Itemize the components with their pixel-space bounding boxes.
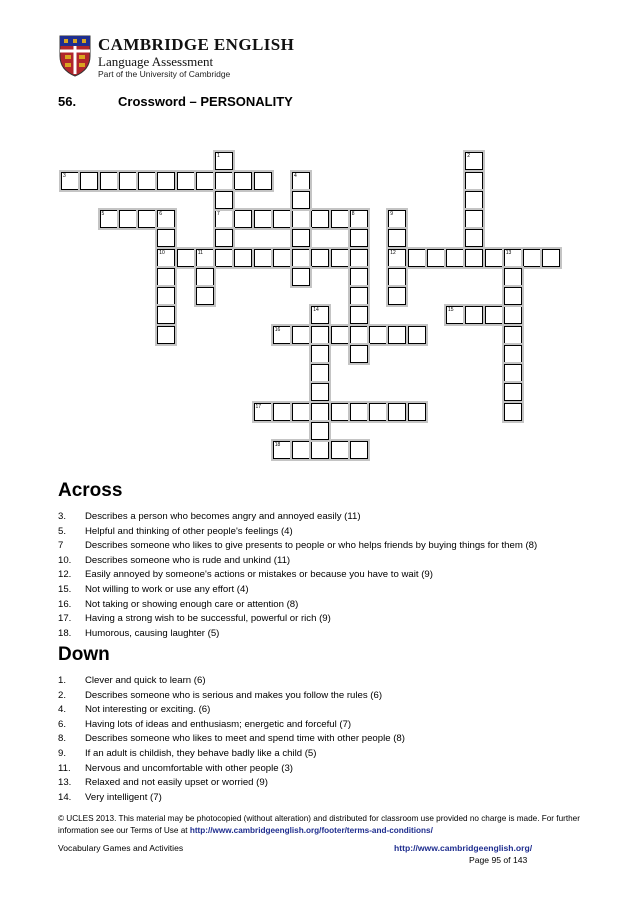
crossword-cell[interactable] [311, 249, 329, 267]
crossword-cell[interactable] [504, 287, 522, 305]
crossword-cell[interactable] [138, 210, 156, 228]
worksheet-title: Crossword – PERSONALITY [118, 94, 293, 109]
crossword-cell[interactable] [119, 172, 137, 190]
crossword-cell[interactable] [504, 345, 522, 363]
cell-number: 3 [63, 172, 66, 179]
crossword-cell[interactable] [311, 326, 329, 344]
crossword-cell[interactable] [177, 172, 195, 190]
crossword-cell[interactable] [138, 172, 156, 190]
crossword-cell[interactable] [331, 403, 349, 421]
crossword-cell[interactable] [119, 210, 137, 228]
cell-number: 2 [467, 153, 471, 160]
crossword-cell[interactable] [254, 210, 272, 228]
crossword-cell[interactable] [504, 249, 522, 267]
crossword-cell[interactable] [465, 191, 483, 209]
crossword-cell[interactable] [331, 249, 349, 267]
crossword-cell[interactable] [369, 326, 387, 344]
crossword-cell[interactable] [311, 383, 329, 401]
crossword-cell[interactable] [388, 210, 406, 228]
crossword-cell[interactable] [177, 249, 195, 267]
crossword-cell[interactable] [254, 403, 272, 421]
crossword-cell[interactable] [465, 229, 483, 247]
terms-link[interactable]: http://www.cambridgeenglish.org/footer/terms-and-conditions/ [189, 826, 433, 835]
crossword-cell[interactable] [292, 191, 310, 209]
crossword-cell[interactable] [369, 403, 387, 421]
crossword-cell[interactable] [485, 249, 503, 267]
crossword-cell[interactable] [157, 249, 175, 267]
crossword-cell[interactable] [234, 249, 252, 267]
crossword-cell[interactable] [523, 249, 541, 267]
crossword-cell[interactable] [504, 306, 522, 324]
clue-number: 9. [58, 748, 67, 759]
clue-text: Easily annoyed by someone's actions or mistakes or because you have to wait (9) [85, 569, 433, 581]
clue-text: Very intelligent (7) [85, 791, 162, 803]
clue-number: 3. [58, 511, 67, 522]
cell-number: 11 [197, 249, 203, 256]
crossword-cell[interactable] [196, 249, 214, 267]
cell-number: 5 [101, 211, 105, 217]
clue-text: Describes someone who likes to meet and spend time with other people (8) [85, 733, 405, 745]
clue-text: Clever and quick to learn (6) [85, 675, 206, 686]
crossword-cell[interactable] [388, 249, 406, 267]
footer-book-title: Vocabulary Games and Activities [58, 843, 184, 853]
crossword-cell[interactable] [157, 326, 175, 344]
clue-text: Having a strong wish to be successful, powerful or rich (9) [85, 613, 331, 625]
clue-number: 14. [58, 791, 72, 803]
crossword-cell[interactable] [350, 306, 368, 324]
cell-number: 13 [505, 249, 512, 256]
clue-number: 8. [58, 733, 67, 745]
crossword-cell[interactable] [504, 383, 522, 401]
crossword-cell[interactable] [311, 403, 329, 421]
crossword-cell[interactable] [100, 210, 118, 228]
cell-number: 7 [217, 211, 220, 217]
crossword-cell[interactable] [292, 403, 310, 421]
crossword-cell[interactable] [350, 210, 368, 228]
crossword-cell[interactable] [273, 249, 291, 267]
crossword-cell[interactable] [292, 210, 310, 228]
crossword-cell[interactable] [388, 268, 406, 286]
copyright-text: © UCLES 2013. This material may be photocopied (without alteration) and distributed for classroom use provided no charge is made. For further information see our Terms of Use at [58, 814, 580, 835]
worksheet-number: 56. [58, 94, 77, 109]
cell-number: 1 [217, 153, 220, 160]
brand-subtitle: Language Assessment [98, 54, 214, 69]
clue-number: 5. [58, 525, 67, 537]
clue-text: If an adult is childish, they behave badly like a child (5) [85, 748, 317, 759]
crossword-cell[interactable] [254, 172, 272, 190]
crossword-cell[interactable] [350, 403, 368, 421]
crossword-cell[interactable] [292, 249, 310, 267]
crossword-cell[interactable] [292, 172, 310, 190]
crossword-cell[interactable] [446, 306, 464, 324]
crossword-cell[interactable] [292, 441, 310, 459]
clue-number: 2. [58, 689, 67, 701]
clue-text: Describes someone who is serious and makes you follow the rules (6) [85, 689, 383, 701]
cell-number: 15 [448, 307, 454, 314]
clue-text: Nervous and uncomfortable with other people (3) [85, 762, 293, 774]
cell-number: 18 [274, 442, 281, 448]
cell-number: 12 [390, 249, 396, 256]
footer-page-number: Page 95 of 143 [469, 855, 528, 865]
crossword-cell[interactable] [350, 345, 368, 363]
crossword-cell[interactable] [408, 249, 426, 267]
clue-number: 4. [58, 704, 67, 716]
crossword-cell[interactable] [465, 152, 483, 170]
crossword-cell[interactable] [273, 326, 291, 344]
clue-number: 16. [58, 598, 72, 610]
crossword-cell[interactable] [350, 441, 368, 459]
copyright-notice [58, 813, 588, 837]
crossword-cell[interactable] [196, 268, 214, 286]
clue-number: 12. [58, 569, 72, 581]
crossword-cell[interactable] [350, 268, 368, 286]
crossword-cell[interactable] [234, 172, 252, 190]
crossword-cell[interactable] [331, 441, 349, 459]
crossword-cell[interactable] [215, 210, 233, 228]
crossword-cell[interactable] [196, 287, 214, 305]
crossword-cell[interactable] [273, 210, 291, 228]
crossword-cell[interactable] [311, 441, 329, 459]
crossword-cell[interactable] [157, 268, 175, 286]
crossword-cell[interactable] [465, 210, 483, 228]
clue-number: 18. [58, 627, 72, 639]
crossword-cell[interactable] [157, 287, 175, 305]
clue-text: Having lots of ideas and enthusiasm; energetic and forceful (7) [85, 718, 352, 730]
crossword-cell[interactable] [350, 249, 368, 267]
cell-number: 6 [159, 211, 163, 217]
crossword-cell[interactable] [331, 210, 349, 228]
crossword-cell[interactable] [100, 172, 118, 190]
clue-number: 6. [58, 718, 67, 730]
clue-number: 17. [58, 613, 72, 625]
crossword-cell[interactable] [388, 403, 406, 421]
down-heading: Down [58, 644, 110, 665]
crossword-cell[interactable] [465, 172, 483, 190]
crossword-cell[interactable] [542, 249, 560, 267]
brand-tagline: Part of the University of Cambridge [98, 69, 231, 79]
cell-number: 4 [294, 172, 297, 179]
crossword-cell[interactable] [465, 306, 483, 324]
cell-number: 8 [351, 211, 355, 217]
crossword-cell[interactable] [350, 229, 368, 247]
crossword-cell[interactable] [157, 229, 175, 247]
crossword-cell[interactable] [311, 364, 329, 382]
brand-name: CAMBRIDGE ENGLISH [98, 35, 295, 54]
crossword-cell[interactable] [388, 229, 406, 247]
clue-text: Relaxed and not easily upset or worried (9) [85, 777, 268, 789]
across-heading: Across [58, 480, 123, 501]
crossword-cell[interactable] [485, 306, 503, 324]
crossword-cell[interactable] [388, 287, 406, 305]
crossword-cell[interactable] [215, 152, 233, 170]
clue-text: Helpful and thinking of other people's feelings (4) [85, 525, 293, 537]
crossword-cell[interactable] [311, 210, 329, 228]
clue-text: Describes a person who becomes angry and annoyed easily (11) [85, 511, 361, 522]
cell-number: 10 [159, 249, 165, 256]
clue-number: 13. [58, 777, 72, 789]
clue-number: 7 [58, 540, 64, 552]
crossword-cell[interactable] [388, 326, 406, 344]
crossword-cell[interactable] [350, 326, 368, 344]
cell-number: 17 [255, 403, 262, 410]
cell-number: 16 [274, 326, 281, 333]
clue-text: Not taking or showing enough care or attention (8) [85, 598, 299, 610]
crossword-cell[interactable] [311, 422, 329, 440]
cell-number: 14 [313, 307, 319, 314]
clue-number: 15. [58, 584, 72, 595]
crossword-cell[interactable] [273, 403, 291, 421]
crossword-cell[interactable] [157, 210, 175, 228]
crossword-cell[interactable] [292, 268, 310, 286]
clue-text: Describes someone who is rude and unkind (11) [85, 554, 291, 566]
crossword-cell[interactable] [61, 172, 79, 190]
crossword-cell[interactable] [292, 326, 310, 344]
crossword-cell[interactable] [504, 403, 522, 421]
clue-number: 11. [58, 762, 71, 774]
crossword-cell[interactable] [215, 249, 233, 267]
clue-text: Humorous, causing laughter (5) [85, 627, 220, 639]
crossword-cell[interactable] [408, 403, 426, 421]
crossword-cell[interactable] [427, 249, 445, 267]
clue-text: Describes someone who likes to give presents to people or who helps friends by buying things for them (8) [85, 540, 538, 552]
cell-number: 9 [390, 211, 394, 217]
crossword-cell[interactable] [196, 172, 214, 190]
crossword-cell[interactable] [215, 191, 233, 209]
crossword-cell[interactable] [465, 249, 483, 267]
crossword-cell[interactable] [215, 229, 233, 247]
crossword-cell[interactable] [157, 172, 175, 190]
crossword-cell[interactable] [446, 249, 464, 267]
crossword-cell[interactable] [157, 306, 175, 324]
crossword-cell[interactable] [234, 210, 252, 228]
crossword-cell[interactable] [408, 326, 426, 344]
clue-number: 1. [58, 675, 67, 686]
crossword-cell[interactable] [331, 326, 349, 344]
crossword-cell[interactable] [215, 172, 233, 190]
clue-number: 10. [58, 554, 72, 566]
crossword-cell[interactable] [273, 441, 291, 459]
crossword-cell[interactable] [311, 306, 329, 324]
crossword-cell[interactable] [292, 229, 310, 247]
footer-website-link[interactable]: http://www.cambridgeenglish.org/ [394, 843, 533, 853]
crossword-cell[interactable] [504, 326, 522, 344]
crossword-cell[interactable] [80, 172, 98, 190]
crossword-cell[interactable] [311, 345, 329, 363]
crossword-cell[interactable] [254, 249, 272, 267]
clue-text: Not willing to work or use any effort (4) [85, 584, 249, 595]
crossword-cell[interactable] [350, 287, 368, 305]
crossword-cell[interactable] [504, 268, 522, 286]
crossword-cell[interactable] [504, 364, 522, 382]
clue-text: Not interesting or exciting. (6) [85, 704, 211, 716]
